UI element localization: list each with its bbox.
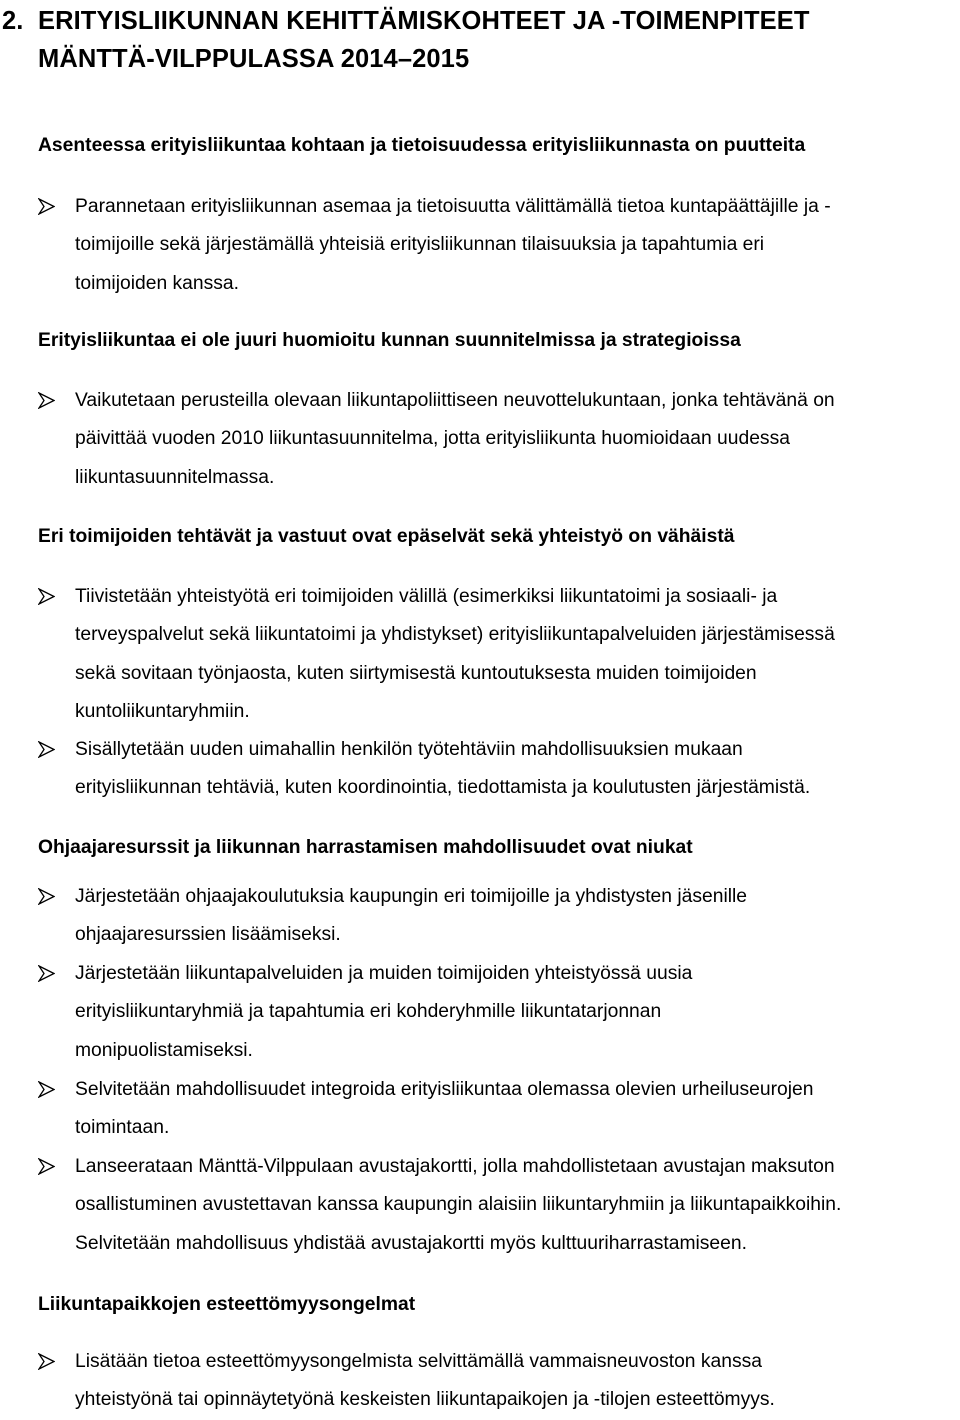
- section-heading-resources: Ohjaajaresurssit ja liikunnan harrastamisen mahdollisuudet ovat niukat: [38, 837, 693, 858]
- bullet-text: Vaikutetaan perusteilla olevaan liikuntapoliittiseen neuvottelukuntaan, jonka tehtävänä on päivittää vuoden 2010 liikuntasuunnitelma, jotta erityisliikunta huomioidaan uudessa liikuntasuunnitelmassa.: [75, 390, 835, 488]
- section-heading-strategy: Erityisliikuntaa ei ole juuri huomioitu kunnan suunnitelmissa ja strategioissa: [38, 330, 741, 351]
- arrowhead-bullet-icon: [38, 198, 55, 215]
- arrowhead-bullet-icon: [38, 588, 55, 605]
- arrowhead-bullet-icon: [38, 1158, 55, 1175]
- arrowhead-bullet-icon: [38, 965, 55, 982]
- section-heading-accessibility: Liikuntapaikkojen esteettömyysongelmat: [38, 1294, 416, 1315]
- bullet-item: [38, 188, 960, 303]
- bullet-item: [38, 955, 960, 1070]
- arrowhead-bullet-icon: [38, 392, 55, 409]
- bullet-item: [38, 878, 960, 955]
- section-heading-awareness: Asenteessa erityisliikuntaa kohtaan ja tietoisuudessa erityisliikunnasta on puutteita: [38, 135, 806, 156]
- bullet-text: Lisätään tietoa esteettömyysongelmista selvittämällä vammaisneuvoston kanssa yhteistyönä tai opinnäytetyönä keskeisten liikuntapaikojen ja -tilojen esteettömyys.: [75, 1351, 775, 1411]
- arrowhead-bullet-icon: [38, 1353, 55, 1370]
- arrowhead-bullet-icon: [38, 888, 55, 905]
- arrowhead-bullet-icon: [38, 741, 55, 758]
- bullet-text: Järjestetään liikuntapalveluiden ja muiden toimijoiden yhteistyössä uusia erityisliikuntaryhmiä ja tapahtumia eri kohderyhmille liikuntatarjonnan monipuolistamiseksi.: [75, 963, 693, 1061]
- bullet-text: Järjestetään ohjaajakoulutuksia kaupungin eri toimijoille ja yhdistysten jäsenille ohjaajaresurssien lisäämiseksi.: [75, 886, 748, 946]
- bullet-item: [38, 731, 960, 808]
- section-heading-cooperation: Eri toimijoiden tehtävät ja vastuut ovat epäselvät sekä yhteistyö on vähäistä: [38, 526, 735, 547]
- bullet-item: [38, 382, 960, 497]
- bullet-text: Lanseerataan Mänttä-Vilppulaan avustajakortti, jolla mahdollistetaan avustajan maksuton osallistuminen avustettavan kanssa kaupungin alaisiin liikuntaryhmiin ja liikuntapaikkoihin. Selvitetään mahdollisuus yhdistää avustajakortti myös kulttuuriharrastamiseen.: [75, 1156, 842, 1254]
- bullet-item: [38, 1071, 960, 1148]
- bullet-text: Tiivistetään yhteistyötä eri toimijoiden välillä (esimerkiksi liikuntatoimi ja sosiaali- ja terveyspalvelut sekä liikuntatoimi ja yhdistykset) erityisliikuntapalveluiden järjestämisessä sekä sovitaan työnjaosta, kuten siirtymisestä kuntoutuksesta muiden toimijoiden kuntoliikuntaryhmiin.: [75, 586, 835, 723]
- arrowhead-bullet-icon: [38, 1081, 55, 1098]
- bullet-text: Parannetaan erityisliikunnan asemaa ja tietoisuutta välittämällä tietoa kuntapäättäjille ja - toimijoille sekä järjestämällä yhteisiä erityisliikunnan tilaisuuksia ja tapahtumia eri toimijoiden kanssa.: [75, 196, 831, 294]
- bullet-item: [38, 578, 960, 732]
- title-line-1: ERITYISLIIKUNNAN KEHITTÄMISKOHTEET JA -TOIMENPITEET: [38, 7, 810, 35]
- bullet-text: Selvitetään mahdollisuudet integroida erityisliikuntaa olemassa olevien urheiluseurojen toimintaan.: [75, 1079, 814, 1139]
- title-number: 2.: [2, 7, 24, 35]
- page-title: [2, 2, 810, 78]
- title-line-2: MÄNTTÄ-VILPPULASSA 2014–2015: [38, 45, 470, 73]
- bullet-text: Sisällytetään uuden uimahallin henkilön työtehtäviin mahdollisuuksien mukaan erityisliikunnan tehtäviä, kuten koordinointia, tiedottamista ja koulutusten järjestämistä.: [75, 739, 811, 799]
- bullet-item: [38, 1148, 960, 1263]
- bullet-item: [38, 1343, 960, 1420]
